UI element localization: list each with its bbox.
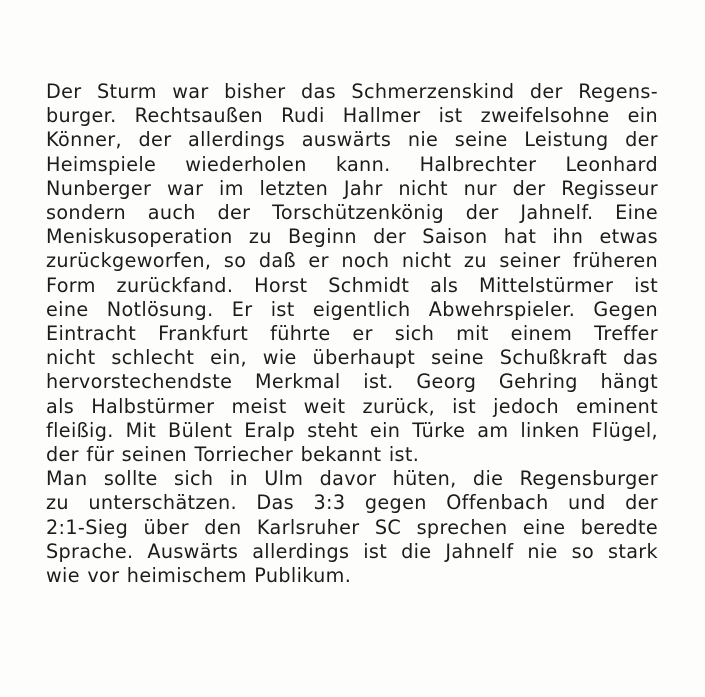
text-line: sondern auch der Torschützenkönig der Jahnelf. Eine xyxy=(46,201,658,225)
text-line: Der Sturm war bisher das Schmerzenskind der Regens- xyxy=(46,80,658,103)
text-line: Form zurückfand. Horst Schmidt als Mittelstürmer ist xyxy=(46,273,658,297)
text-line: nicht schlecht ein, wie überhaupt seine Schußkraft das xyxy=(46,346,658,370)
text-line: Nunberger war im letzten Jahr nicht nur der Regisseur xyxy=(46,176,658,200)
article-text xyxy=(46,80,658,588)
text-line: eine Notlösung. Er ist eigentlich Abwehrspieler. Gegen xyxy=(46,297,658,321)
paragraph-2 xyxy=(46,467,658,588)
text-line: hervorstechendste Merkmal ist. Georg Gehring hängt xyxy=(46,370,658,394)
text-line: fleißig. Mit Bülent Eralp steht ein Türke am linken Flügel, xyxy=(46,418,658,442)
paragraph-1 xyxy=(46,80,658,467)
text-line: zurückgeworfen, so daß er noch nicht zu seiner früheren xyxy=(46,249,658,273)
text-line: als Halbstürmer meist weit zurück, ist jedoch eminent xyxy=(46,394,658,418)
text-line: Sprache. Auswärts allerdings ist die Jahnelf nie so stark xyxy=(46,539,658,563)
text-line: burger. Rechtsaußen Rudi Hallmer ist zweifelsohne ein xyxy=(46,104,658,128)
text-line: Könner, der allerdings auswärts nie seine Leistung der xyxy=(46,128,658,152)
text-line: 2:1-Sieg über den Karlsruher SC sprechen eine beredte xyxy=(46,515,658,539)
text-line: Eintracht Frankfurt führte er sich mit einem Treffer xyxy=(46,322,658,346)
text-line: zu unterschätzen. Das 3:3 gegen Offenbach und der xyxy=(46,491,658,515)
text-line: Meniskusoperation zu Beginn der Saison hat ihn etwas xyxy=(46,225,658,249)
text-line: Heimspiele wiederholen kann. Halbrechter Leonhard xyxy=(46,152,658,176)
text-line: wie vor heimischem Publikum. xyxy=(46,564,352,588)
text-line: Man sollte sich in Ulm davor hüten, die Regensburger xyxy=(46,467,658,491)
text-line: der für seinen Torriecher bekannt ist. xyxy=(46,443,420,467)
